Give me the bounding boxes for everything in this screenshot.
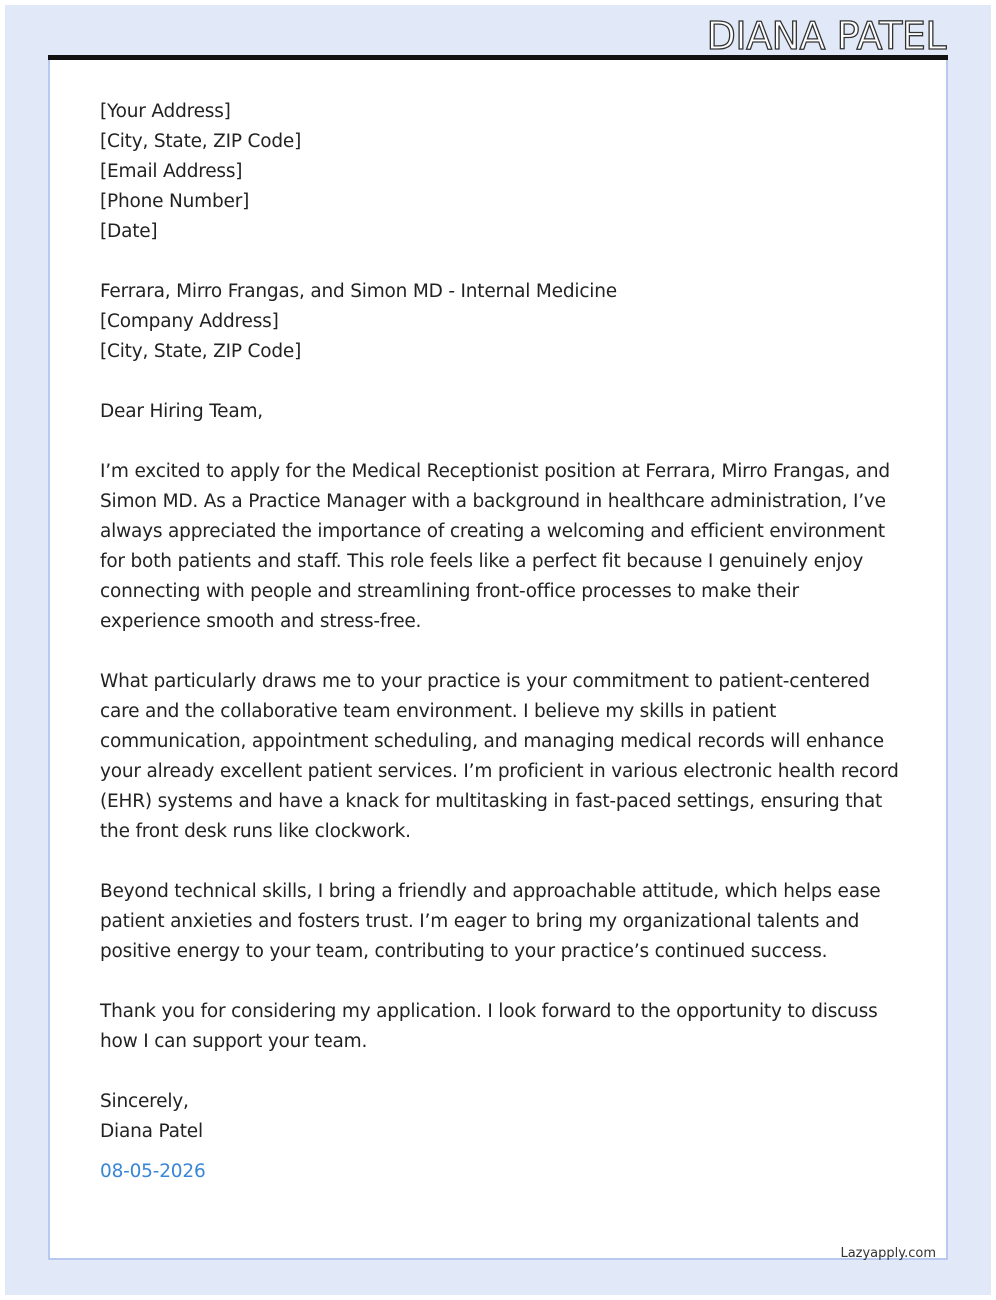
sender-email: [Email Address] xyxy=(100,161,243,182)
salutation: Dear Hiring Team, xyxy=(100,401,263,422)
closing-date: 08-05-2026 xyxy=(100,1161,206,1182)
footer-brand: Lazyapply.com xyxy=(840,1246,936,1261)
sender-phone: [Phone Number] xyxy=(100,191,250,212)
sender-date: [Date] xyxy=(100,221,158,242)
recipient-address: [Company Address] xyxy=(100,311,279,332)
body-paragraph: Thank you for considering my application. I look forward to the opportunity to discuss how I can support your team. xyxy=(100,1001,878,1052)
recipient-block xyxy=(100,277,900,367)
recipient-city-state-zip: [City, State, ZIP Code] xyxy=(100,341,302,362)
letter-body xyxy=(100,97,900,1187)
header-name: DIANA PATEL xyxy=(706,14,946,58)
valediction: Sincerely, xyxy=(100,1091,189,1112)
sender-address: [Your Address] xyxy=(100,101,231,122)
sender-city-state-zip: [City, State, ZIP Code] xyxy=(100,131,302,152)
sender-block xyxy=(100,97,900,247)
body-paragraph: What particularly draws me to your practice is your commitment to patient-centered care and the collaborative team environment. I believe my skills in patient communication, appointment scheduling, and managing medical records will enhance your already excellent patient services. I’m proficient in various electronic health record (EHR) systems and have a knack for multitasking in fast-paced settings, ensuring that the front desk runs like clockwork. xyxy=(100,671,899,842)
signature-name: Diana Patel xyxy=(100,1121,203,1142)
body-paragraph: I’m excited to apply for the Medical Receptionist position at Ferrara, Mirro Frangas, and Simon MD. As a Practice Manager with a background in healthcare administration, I’ve always appreciated the importance of creating a welcoming and efficient environment for both patients and staff. This role feels like a perfect fit because I genuinely enjoy connecting with people and streamlining front-office processes to make their experience smooth and stress-free. xyxy=(100,461,890,632)
body-paragraph: Beyond technical skills, I bring a friendly and approachable attitude, which helps ease patient anxieties and fosters trust. I’m eager to bring my organizational talents and positive energy to your team, contributing to your practice’s continued success. xyxy=(100,881,881,962)
closing-block xyxy=(100,1087,900,1187)
recipient-company: Ferrara, Mirro Frangas, and Simon MD - Internal Medicine xyxy=(100,281,617,302)
